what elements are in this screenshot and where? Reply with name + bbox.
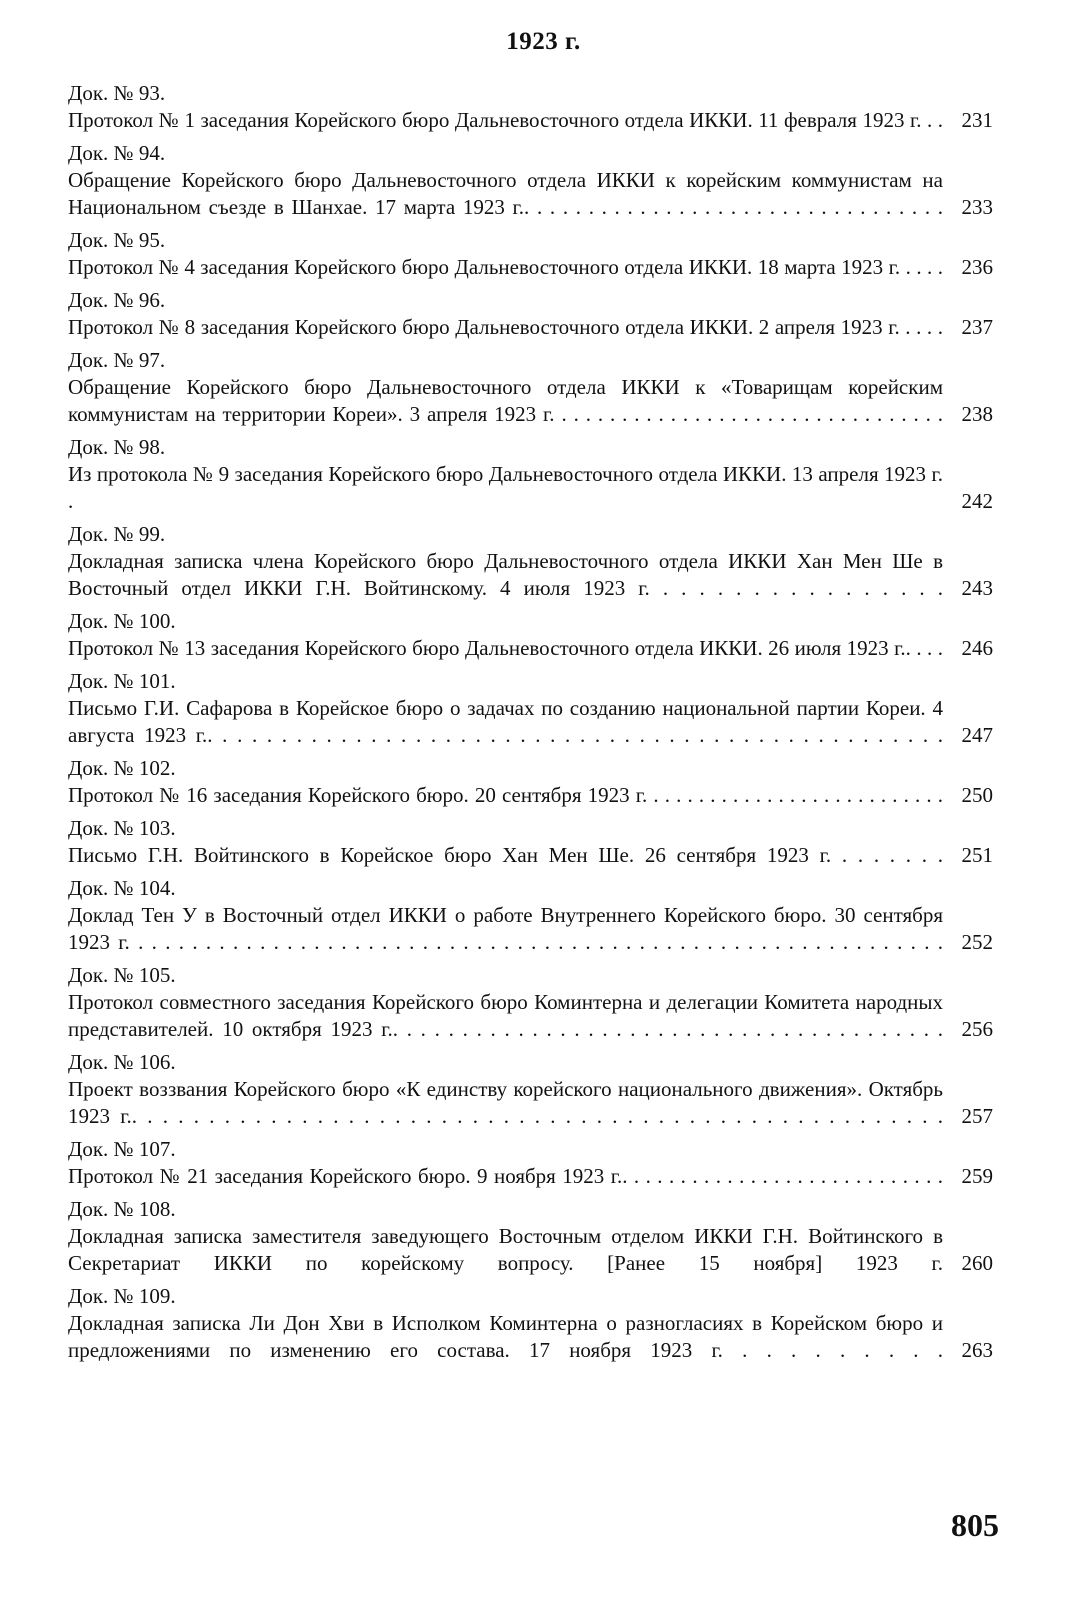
toc-entry-101 xyxy=(68,668,993,749)
doc-title: Протокол № 16 заседания Корейского бюро. 20 сентября 1923 г. . . . . . . . . . . . . . . . . . . . . . . . . . . xyxy=(68,783,943,807)
page-ref: 247 xyxy=(961,723,993,747)
doc-title: Письмо Г.Н. Войтинского в Корейское бюро Хан Мен Ше. 26 сентября 1923 г. . . . . . . . xyxy=(68,843,943,867)
page-ref: 231 xyxy=(961,108,993,132)
page-ref: 233 xyxy=(961,195,993,219)
toc-entry-100 xyxy=(68,608,993,662)
doc-number: Док. № 105. xyxy=(68,963,176,987)
doc-title: Протокол № 21 заседания Корейского бюро. 9 ноября 1923 г.. . . . . . . . . . . . . . . . . . . . . . . . . . . . xyxy=(68,1164,943,1188)
toc-entry-105 xyxy=(68,962,993,1043)
toc-entry-95 xyxy=(68,227,993,281)
page-ref: 236 xyxy=(961,255,993,279)
doc-title: Докладная записка заместителя заведующего Восточным отделом ИККИ Г.Н. Войтинского в Секретариат ИККИ по корейскому вопросу. [Ранее 15 ноября] 1923 г. xyxy=(68,1224,943,1275)
doc-number: Док. № 106. xyxy=(68,1050,176,1074)
doc-number: Док. № 103. xyxy=(68,816,176,840)
toc-entry-103 xyxy=(68,815,993,869)
page-ref: 260 xyxy=(961,1251,993,1275)
toc-entry-108 xyxy=(68,1196,993,1277)
doc-number: Док. № 95. xyxy=(68,228,166,252)
doc-title: Протокол № 8 заседания Корейского бюро Дальневосточного отдела ИККИ. 2 апреля 1923 г. . . . . xyxy=(68,315,943,339)
doc-number: Док. № 109. xyxy=(68,1284,176,1308)
toc-entry-107 xyxy=(68,1136,993,1190)
doc-number: Док. № 108. xyxy=(68,1197,176,1221)
doc-title: Докладная записка Ли Дон Хви в Исполком Коминтерна о разногласиях в Корейском бюро и предложениями по изменению его состава. 17 ноября 1923 г. . . . . . . . . . xyxy=(68,1311,943,1362)
doc-number: Док. № 102. xyxy=(68,756,176,780)
page-ref: 259 xyxy=(961,1164,993,1188)
doc-title: Протокол совместного заседания Корейского бюро Коминтерна и делегации Комитета народных представителей. 10 октября 1923 г.. . . . . . . . . . . . . . . . . . . . . . . . . . . . . . . . . . . . . . . . xyxy=(68,990,943,1041)
toc-entry-97 xyxy=(68,347,993,428)
doc-number: Док. № 101. xyxy=(68,669,176,693)
doc-title: Доклад Тен У в Восточный отдел ИККИ о работе Внутреннего Корейского бюро. 30 сентября 1923 г. . . . . . . . . . . . . . . . . . . . . . . . . . . . . . . . . . . . . . . . . . . . . . . . . . . . . . . . . . . . . xyxy=(68,903,943,954)
page-ref: 243 xyxy=(961,576,993,600)
doc-title: Обращение Корейского бюро Дальневосточного отдела ИККИ к корейским коммунистам на Национальном съезде в Шанхае. 17 марта 1923 г.. . . . . . . . . . . . . . . . . . . . . . . . . . . . . . . . . xyxy=(68,168,943,219)
doc-number: Док. № 100. xyxy=(68,609,176,633)
doc-number: Док. № 93. xyxy=(68,81,166,105)
doc-title: Из протокола № 9 заседания Корейского бюро Дальневосточного отдела ИККИ. 13 апреля 1923 г. . xyxy=(68,462,943,513)
toc-entry-99 xyxy=(68,521,993,602)
page-ref: 252 xyxy=(961,930,993,954)
doc-title: Протокол № 13 заседания Корейского бюро Дальневосточного отдела ИККИ. 26 июля 1923 г.. . . . xyxy=(68,636,943,660)
doc-number: Док. № 97. xyxy=(68,348,166,372)
table-of-contents xyxy=(68,80,993,1370)
page-ref: 237 xyxy=(961,315,993,339)
page-ref: 256 xyxy=(961,1017,993,1041)
doc-title: Письмо Г.И. Сафарова в Корейское бюро о задачах по созданию национальной партии Кореи. 4 августа 1923 г.. . . . . . . . . . . . . . . . . . . . . . . . . . . . . . . . . . . . . . . . . . . . . . . . . . xyxy=(68,696,943,747)
toc-entry-109 xyxy=(68,1283,993,1364)
page-title: 1923 г. xyxy=(506,28,581,55)
doc-title: Протокол № 1 заседания Корейского бюро Дальневосточного отдела ИККИ. 11 февраля 1923 г. . . xyxy=(68,108,943,132)
doc-number: Док. № 107. xyxy=(68,1137,176,1161)
page-number: 805 xyxy=(951,1507,999,1543)
toc-entry-94 xyxy=(68,140,993,221)
page-ref: 246 xyxy=(961,636,993,660)
doc-title: Протокол № 4 заседания Корейского бюро Дальневосточного отдела ИККИ. 18 марта 1923 г. . . . . xyxy=(68,255,943,279)
doc-number: Док. № 104. xyxy=(68,876,176,900)
doc-title: Проект воззвания Корейского бюро «К единству корейского национального движения». Октябрь 1923 г.. . . . . . . . . . . . . . . . . . . . . . . . . . . . . . . . . . . . . . . . . . . . . . . . . . . . . xyxy=(68,1077,943,1128)
doc-number: Док. № 96. xyxy=(68,288,166,312)
doc-title: Докладная записка члена Корейского бюро Дальневосточного отдела ИККИ Хан Мен Ше в Восточный отдел ИККИ Г.Н. Войтинскому. 4 июля 1923 г. . . . . . . . . . . . . . . . . xyxy=(68,549,943,600)
toc-entry-104 xyxy=(68,875,993,956)
toc-entry-102 xyxy=(68,755,993,809)
page-ref: 263 xyxy=(961,1338,993,1362)
doc-number: Док. № 98. xyxy=(68,435,166,459)
doc-title: Обращение Корейского бюро Дальневосточного отдела ИККИ к «Товарищам корейским коммунистам на территории Кореи». 3 апреля 1923 г. . . . . . . . . . . . . . . . . . . . . . . . . . . . . . . . . xyxy=(68,375,943,426)
page-ref: 257 xyxy=(961,1104,993,1128)
page-ref: 242 xyxy=(961,489,993,513)
toc-entry-106 xyxy=(68,1049,993,1130)
page-ref: 250 xyxy=(961,783,993,807)
toc-entry-93 xyxy=(68,80,993,134)
toc-entry-96 xyxy=(68,287,993,341)
page-ref: 251 xyxy=(961,843,993,867)
doc-number: Док. № 94. xyxy=(68,141,166,165)
toc-entry-98 xyxy=(68,434,993,515)
doc-number: Док. № 99. xyxy=(68,522,166,546)
page-ref: 238 xyxy=(961,402,993,426)
